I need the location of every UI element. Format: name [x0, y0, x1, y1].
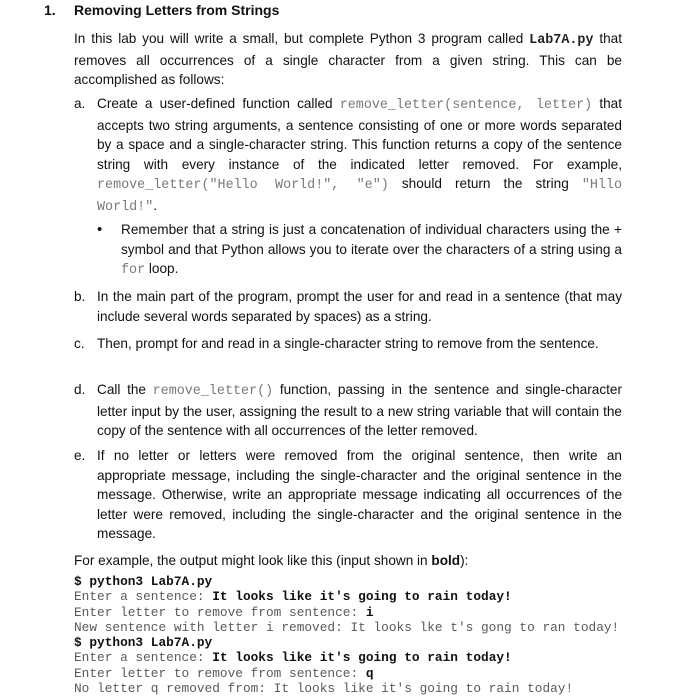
prompt-text: Enter a sentence:	[74, 650, 213, 666]
item-text: If no letter or letters were removed from the original sentence, then write an appropriate message, including the single-character and the original sentence in the message. Otherwise, write an appropriate message indicating all occurrences of the letter were removed, including the single-character and the original sentence in the message.	[97, 448, 622, 542]
list-item-e	[74, 446, 622, 544]
command: python3 Lab7A.py	[89, 635, 213, 651]
item-text: Create a user-defined function called	[97, 96, 340, 111]
item-label: b.	[74, 289, 86, 304]
terminal-output	[74, 574, 634, 696]
item-label: c.	[74, 336, 85, 351]
terminal-line	[74, 635, 634, 650]
filename: Lab7A.py	[529, 33, 594, 48]
list-item-c	[74, 334, 622, 354]
item-text: Call the	[97, 382, 153, 397]
user-input: It looks like it's going to rain today!	[212, 650, 512, 666]
list-item-a	[74, 94, 622, 218]
bullet-text-end: loop.	[145, 261, 179, 277]
intro-paragraph	[74, 29, 622, 90]
for-keyword: for	[121, 263, 146, 279]
user-input: It looks like it's going to rain today!	[212, 589, 512, 605]
prompt-text: Enter letter to remove from sentence:	[74, 665, 366, 681]
terminal-line	[74, 650, 634, 665]
item-text: In the main part of the program, prompt the user for and read in a sentence (that may include several words separated by spaces) as a string.	[97, 289, 622, 324]
section-number: 1.	[44, 2, 56, 18]
example-text-end: ):	[460, 553, 469, 568]
prompt-text: Enter a sentence:	[74, 589, 213, 605]
shell-prompt: $	[74, 635, 90, 651]
terminal-line	[74, 574, 634, 589]
item-label: e.	[74, 448, 86, 463]
intro-text: In this lab you will write a small, but complete Python 3 program called	[74, 31, 530, 46]
intro-text-end: that removes all occurrences of a single character from a given string. This can be accomplished as follows:	[74, 31, 622, 88]
bullet-note	[97, 220, 622, 281]
terminal-line	[74, 589, 634, 604]
item-text-end: function, passing in the sentence and single-character letter input by the user, assigning the result to a new string variable that will contain the copy of the sentence with all occurrences of the letter removed.	[97, 382, 622, 439]
user-input: q	[365, 665, 374, 681]
list-item-b	[74, 287, 622, 326]
function-signature: remove_letter(sentence, letter)	[339, 98, 593, 113]
bullet-icon: •	[97, 221, 103, 238]
item-label: a.	[74, 96, 86, 111]
shell-prompt: $	[74, 574, 90, 589]
command: python3 Lab7A.py	[89, 574, 213, 589]
example-text: For example, the output might look like this (input shown in	[74, 553, 432, 568]
example-call: remove_letter("Hello World!", "e")	[97, 178, 389, 194]
item-text: that accepts two string arguments, a sentence consisting of one or more words separated by a space and a single-character string. This function returns a copy of the sentence string with every instance of the indicated letter removed. For example,	[97, 96, 622, 172]
prompt-text: Enter letter to remove from sentence:	[74, 604, 366, 620]
list-item-d	[74, 380, 622, 441]
function-call: remove_letter()	[152, 384, 274, 399]
bullet-text: Remember that a string is just a concatenation of individual characters using the + symbol and that Python allows you to iterate over the characters of a string using a	[121, 222, 622, 257]
item-text: Then, prompt for and read in a single-character string to remove from the sentence.	[97, 336, 599, 351]
terminal-line: New sentence with letter i removed: It looks lke t's gong to ran today!	[74, 619, 620, 635]
item-text: should return the string	[388, 176, 582, 192]
item-label: d.	[74, 382, 86, 397]
example-bold-word: bold	[431, 553, 461, 568]
terminal-line: No letter q removed from: It looks like it's going to rain today!	[74, 681, 574, 697]
example-intro	[74, 551, 622, 571]
section-title: Removing Letters from Strings	[74, 2, 280, 18]
terminal-line	[74, 605, 634, 620]
user-input: i	[365, 604, 374, 620]
item-text: .	[153, 197, 158, 213]
example-result: "Hllo World!"	[97, 178, 623, 215]
terminal-line	[74, 666, 634, 681]
